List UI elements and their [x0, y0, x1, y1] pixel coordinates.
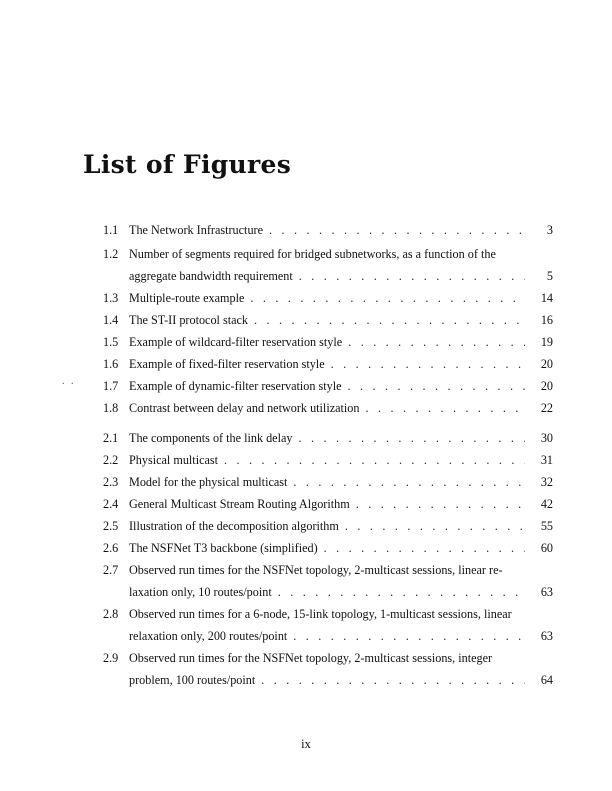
figure-entry — [0, 222, 612, 238]
figure-number: 2.6 — [103, 541, 119, 555]
figure-title-line — [129, 378, 531, 394]
figure-number: 2.8 — [103, 607, 119, 621]
figure-page: 14 — [540, 291, 553, 305]
figure-page: 30 — [540, 431, 553, 445]
dot-leader — [365, 400, 525, 416]
figure-number: 2.5 — [103, 519, 119, 533]
figure-page: 5 — [546, 269, 553, 283]
figure-number: 1.6 — [103, 357, 119, 371]
figure-title: Illustration of the decomposition algorithm — [129, 519, 339, 533]
figure-title-line — [129, 312, 531, 328]
page-title: List of Figures — [83, 150, 292, 179]
figure-title-continuation: aggregate bandwidth requirement — [129, 269, 293, 283]
figure-entry — [0, 562, 612, 578]
dot-leader — [224, 452, 525, 468]
figure-entry-continuation — [0, 584, 612, 600]
figure-page: 3 — [546, 223, 553, 237]
figure-title-line — [129, 452, 531, 468]
figure-entry — [0, 474, 612, 490]
figure-page: 16 — [540, 313, 553, 327]
figure-entry — [0, 312, 612, 328]
figure-page: 63 — [540, 629, 553, 643]
figure-entry — [0, 496, 612, 512]
figure-title: Observed run times for a 6-node, 15-link topology, 1-multicast sessions, linear — [129, 607, 512, 621]
figure-page: 55 — [540, 519, 553, 533]
dot-leader — [356, 496, 525, 512]
figure-title-line — [129, 540, 531, 556]
figure-title: Multiple-route example — [129, 291, 245, 305]
figure-page: 20 — [540, 379, 553, 393]
figure-title-line — [129, 400, 531, 416]
figure-entry — [0, 246, 612, 262]
figure-number: 1.7 — [103, 379, 119, 393]
dot-leader — [250, 290, 525, 306]
figure-number: 2.9 — [103, 651, 119, 665]
figure-title-line — [129, 584, 531, 600]
figure-title: Example of wildcard-filter reservation style — [129, 335, 343, 349]
figure-title-line — [129, 606, 531, 622]
figure-entry — [0, 356, 612, 372]
figure-entry — [0, 334, 612, 350]
dot-leader — [254, 312, 525, 328]
dot-leader — [345, 518, 525, 534]
figure-number: 1.4 — [103, 313, 119, 327]
figure-title-line — [129, 246, 531, 262]
figure-entry-continuation — [0, 628, 612, 644]
figure-number: 1.8 — [103, 401, 119, 415]
figure-entry — [0, 606, 612, 622]
figure-title-line — [129, 518, 531, 534]
figure-title: General Multicast Stream Routing Algorithm — [129, 497, 350, 511]
figure-title-line — [129, 334, 531, 350]
figure-title-line — [129, 430, 531, 446]
figure-entry-continuation — [0, 672, 612, 688]
figure-title-line — [129, 496, 531, 512]
figure-page: 31 — [540, 453, 553, 467]
figure-page: 60 — [540, 541, 553, 555]
figure-title: Observed run times for the NSFNet topology, 2-multicast sessions, integer — [129, 651, 493, 665]
figure-title: Example of dynamic-filter reservation style — [129, 379, 342, 393]
figure-number: 1.2 — [103, 247, 119, 261]
dot-leader — [348, 378, 525, 394]
figure-entry — [0, 540, 612, 556]
dot-leader — [293, 628, 525, 644]
page-number: ix — [301, 737, 311, 751]
figure-entry — [0, 378, 612, 394]
figure-title: The NSFNet T3 backbone (simplified) — [129, 541, 318, 555]
figure-page: 64 — [540, 673, 553, 687]
figure-title: Physical multicast — [129, 453, 219, 467]
dot-leader — [261, 672, 525, 688]
figure-title-continuation: relaxation only, 200 routes/point — [129, 629, 288, 643]
figure-title-line — [129, 672, 531, 688]
figure-number: 1.5 — [103, 335, 119, 349]
figure-number: 2.1 — [103, 431, 119, 445]
figure-entry — [0, 452, 612, 468]
dot-leader — [298, 430, 525, 446]
figure-entry — [0, 650, 612, 666]
dot-leader — [324, 540, 525, 556]
figure-title-line — [129, 650, 531, 666]
figure-title-line — [129, 356, 531, 372]
figure-page: 22 — [540, 401, 553, 415]
figure-page: 63 — [540, 585, 553, 599]
figure-page: 32 — [540, 475, 553, 489]
figure-number: 2.7 — [103, 563, 119, 577]
figure-title: The components of the link delay — [129, 431, 293, 445]
figure-number: 2.2 — [103, 453, 119, 467]
figure-title-continuation: problem, 100 routes/point — [129, 673, 256, 687]
margin-mark: . . — [62, 376, 76, 387]
figure-number: 1.1 — [103, 223, 119, 237]
figure-title: Model for the physical multicast — [129, 475, 288, 489]
dot-leader — [269, 222, 525, 238]
figure-entry — [0, 290, 612, 306]
figure-title: Number of segments required for bridged subnetworks, as a function of the — [129, 247, 496, 261]
figure-entry — [0, 518, 612, 534]
figure-entry — [0, 430, 612, 446]
figure-page: 42 — [540, 497, 553, 511]
figure-page: 19 — [540, 335, 553, 349]
figure-title: Observed run times for the NSFNet topology, 2-multicast sessions, linear re- — [129, 563, 503, 577]
figure-title: The Network Infrastructure — [129, 223, 264, 237]
figure-title-line — [129, 290, 531, 306]
figure-number: 1.3 — [103, 291, 119, 305]
dot-leader — [278, 584, 525, 600]
figure-page: 20 — [540, 357, 553, 371]
figure-entry — [0, 400, 612, 416]
figure-title: The ST-II protocol stack — [129, 313, 249, 327]
dot-leader — [299, 268, 525, 284]
figure-title-line — [129, 628, 531, 644]
figure-number: 2.4 — [103, 497, 119, 511]
dot-leader — [348, 334, 525, 350]
figure-entry-continuation — [0, 268, 612, 284]
figure-title-line — [129, 474, 531, 490]
figure-title-continuation: laxation only, 10 routes/point — [129, 585, 272, 599]
figure-number: 2.3 — [103, 475, 119, 489]
dot-leader — [293, 474, 525, 490]
figure-title: Contrast between delay and network utilization — [129, 401, 360, 415]
dot-leader — [331, 356, 525, 372]
figure-title: Example of fixed-filter reservation style — [129, 357, 325, 371]
figure-title-line — [129, 562, 531, 578]
figure-title-line — [129, 222, 531, 238]
figure-title-line — [129, 268, 531, 284]
